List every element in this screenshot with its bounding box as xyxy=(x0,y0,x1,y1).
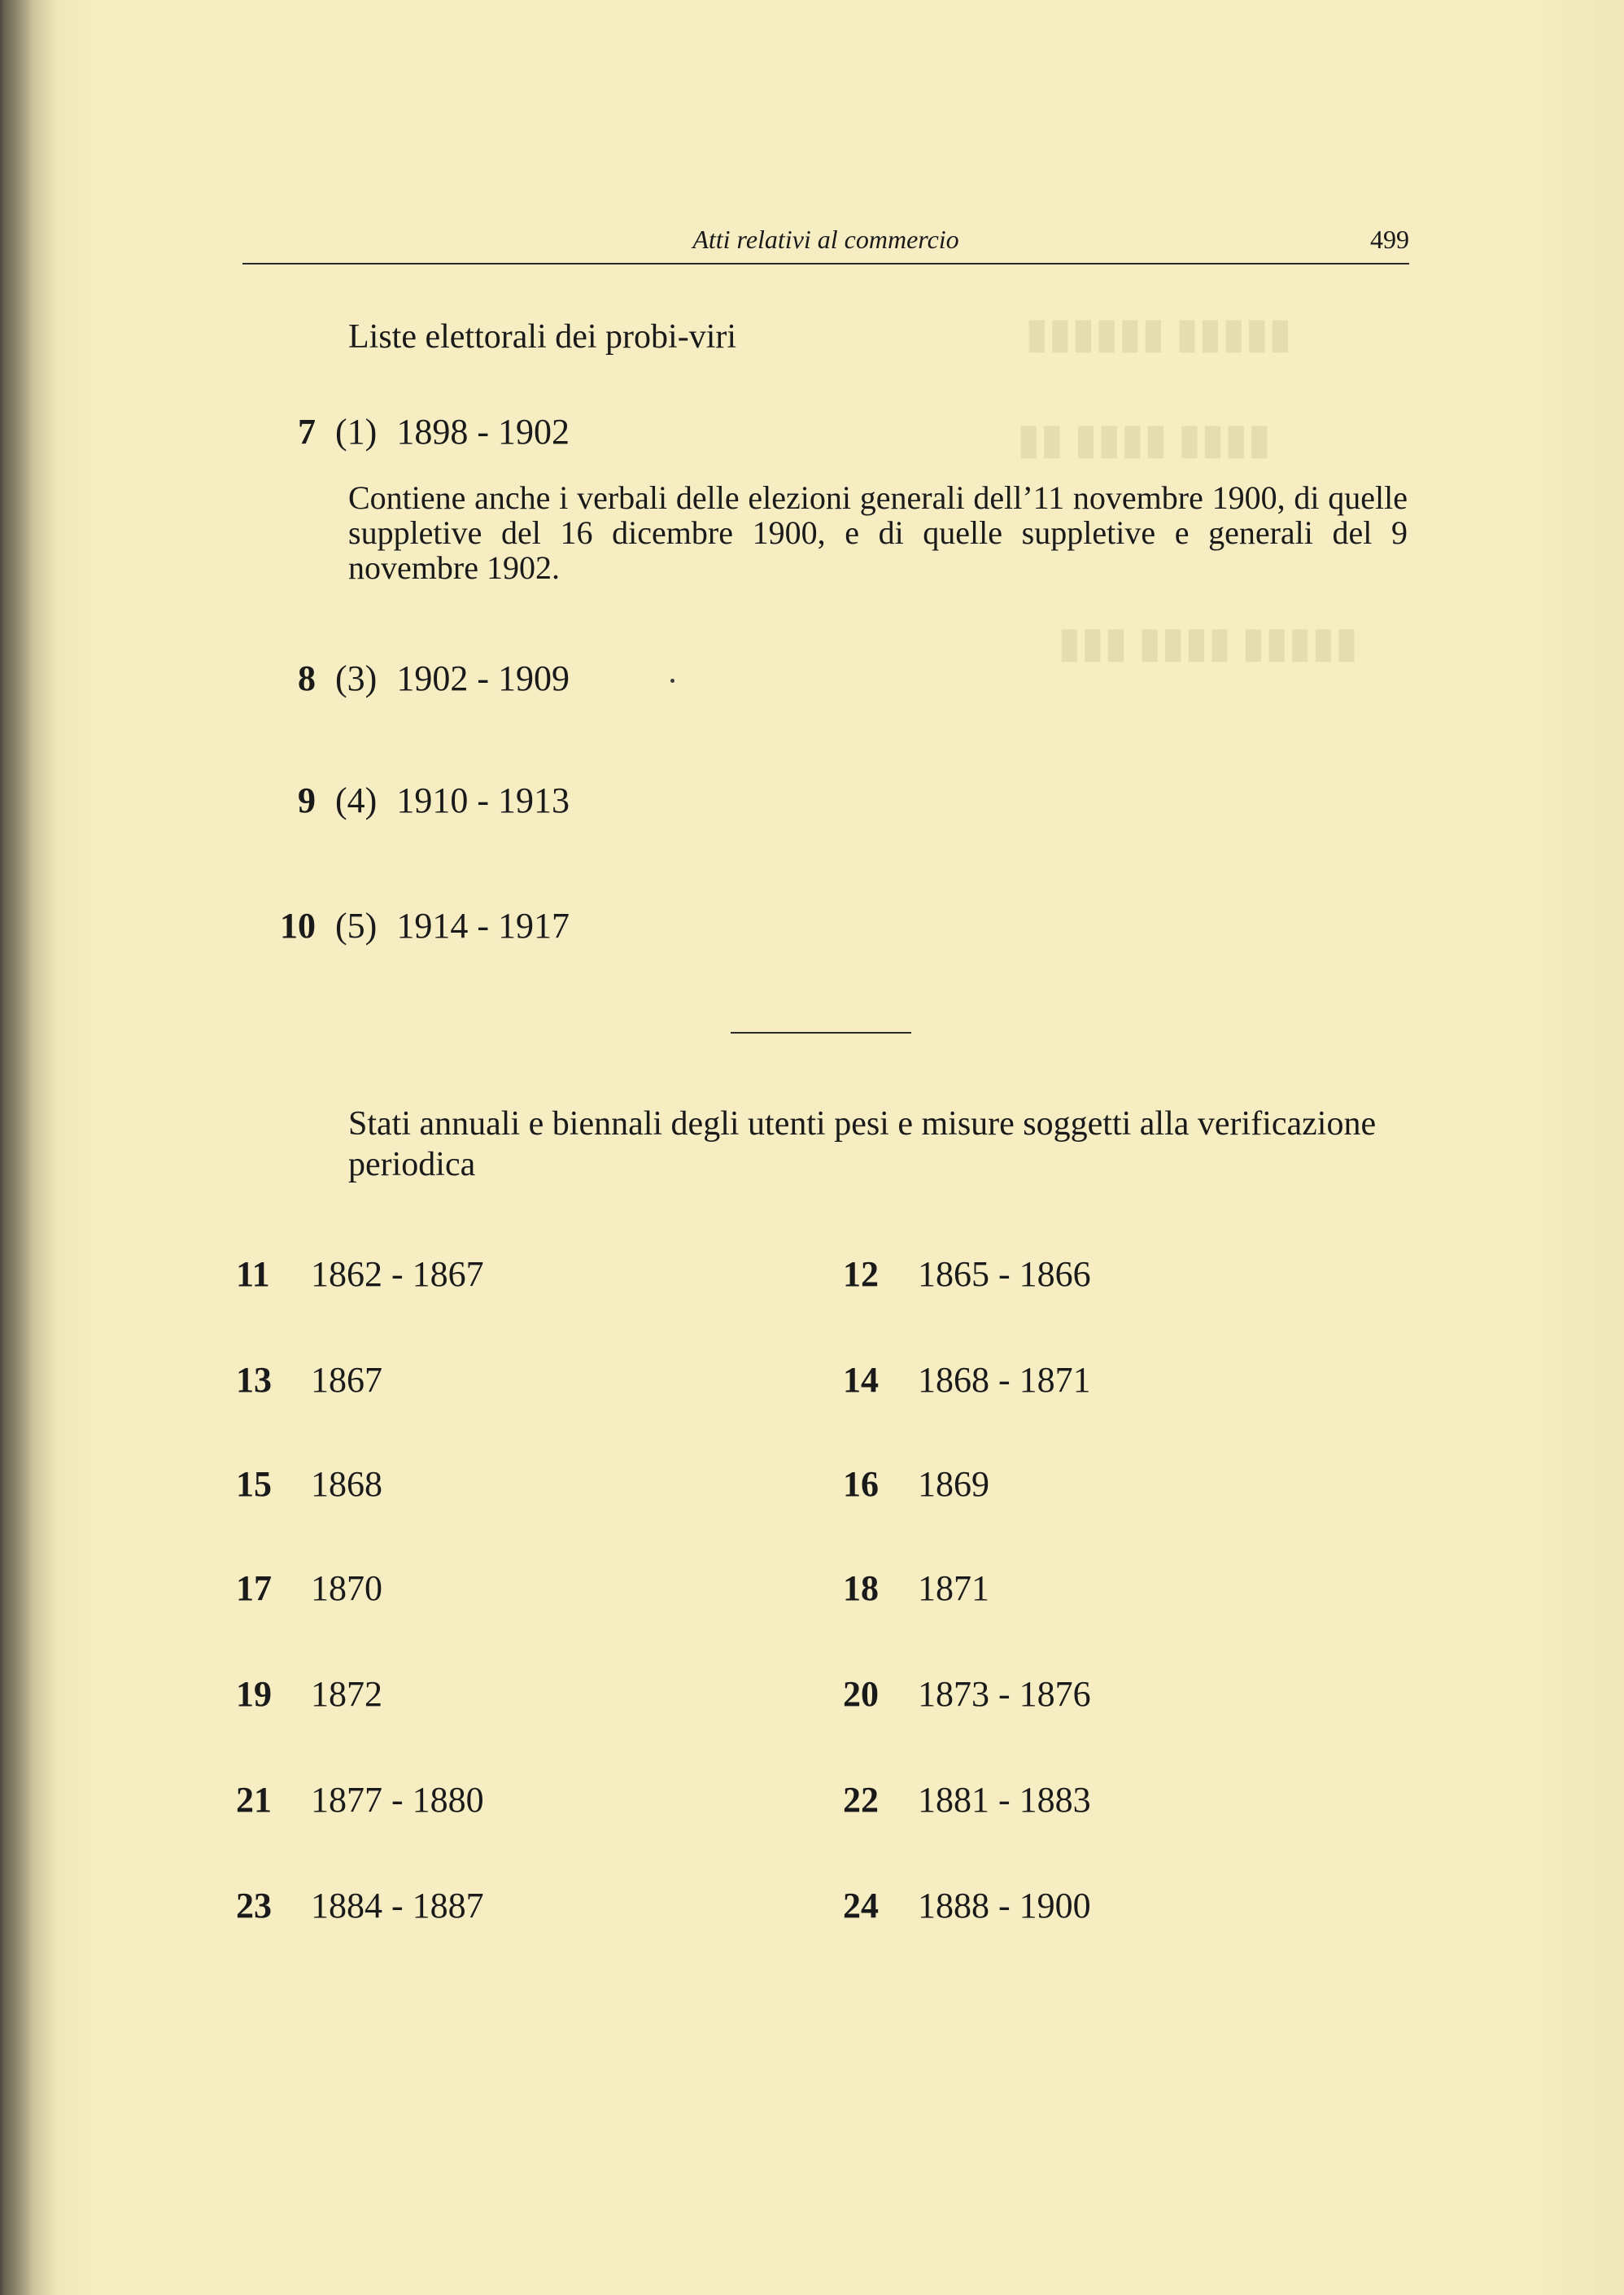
list-entry xyxy=(236,1779,484,1821)
entry-date-range: 1869 xyxy=(918,1464,989,1504)
list-entry xyxy=(236,1567,382,1609)
entry-number: 10 xyxy=(280,906,316,946)
entry-date-range: 1872 xyxy=(311,1674,382,1714)
entry-reference: (3) xyxy=(335,658,378,698)
list-entry xyxy=(236,1253,484,1295)
entry-number: 8 xyxy=(298,658,316,698)
section-title-probi-viri: Liste elettorali dei probi-viri xyxy=(348,318,737,356)
entry-number: 12 xyxy=(843,1254,879,1294)
entry-date-range: 1871 xyxy=(918,1568,989,1608)
entry-number: 23 xyxy=(236,1886,272,1926)
list-entry xyxy=(268,411,570,452)
list-entry xyxy=(843,1885,1091,1926)
entry-number: 11 xyxy=(236,1254,270,1294)
bleed-through-ghost: ▮▮▮▮▮ ▮▮▮▮▮▮ xyxy=(1025,311,1292,357)
entry-date-range: 1898 - 1902 xyxy=(396,412,570,452)
page-number: 499 xyxy=(1370,225,1409,254)
bleed-through-ghost: ▮▮▮▮▮ ▮▮▮▮ ▮▮▮ xyxy=(1058,620,1359,667)
list-entry xyxy=(236,1359,382,1401)
entry-reference: (5) xyxy=(335,906,378,946)
entry-number: 14 xyxy=(843,1360,879,1400)
running-header xyxy=(242,220,1409,265)
entry-date-range: 1862 - 1867 xyxy=(311,1254,484,1294)
list-entry xyxy=(843,1463,989,1505)
entry-number: 22 xyxy=(843,1780,879,1820)
entry-reference: (1) xyxy=(335,412,378,452)
entry-date-range: 1881 - 1883 xyxy=(918,1780,1091,1820)
section-divider xyxy=(731,1032,911,1034)
entry-number: 20 xyxy=(843,1674,879,1714)
entry-date-range: 1870 xyxy=(311,1568,382,1608)
list-entry xyxy=(236,1673,382,1715)
entry-number: 7 xyxy=(298,412,316,452)
list-entry xyxy=(268,780,570,821)
list-entry xyxy=(236,1885,484,1926)
entry-date-range: 1867 xyxy=(311,1360,382,1400)
entry-date-range: 1868 - 1871 xyxy=(918,1360,1091,1400)
bleed-through-ghost: ▮▮▮▮ ▮▮▮▮ ▮▮ xyxy=(1017,417,1272,463)
entry-number: 13 xyxy=(236,1360,272,1400)
list-entry xyxy=(268,905,570,946)
entry-number: 9 xyxy=(298,780,316,820)
entry-note: Contiene anche i verbali delle elezioni generali dell’11 novembre 1900, di quelle suppletive del 16 dicembre 1900, e di quelle suppletive e generali del 9 novembre 1902. xyxy=(348,479,1408,586)
list-entry xyxy=(268,658,570,699)
entry-date-range: 1902 - 1909 xyxy=(396,658,570,698)
entry-number: 24 xyxy=(843,1886,879,1926)
book-spine-shadow xyxy=(0,0,57,2295)
entry-date-range: 1865 - 1866 xyxy=(918,1254,1091,1294)
list-entry xyxy=(843,1673,1091,1715)
entry-number: 17 xyxy=(236,1568,272,1608)
list-entry xyxy=(843,1567,989,1609)
entry-date-range: 1877 - 1880 xyxy=(311,1780,484,1820)
entry-date-range: 1888 - 1900 xyxy=(918,1886,1091,1926)
stray-mark xyxy=(670,679,674,683)
entry-date-range: 1873 - 1876 xyxy=(918,1674,1091,1714)
entry-reference: (4) xyxy=(335,780,378,820)
section-title-pesi-misure: Stati annuali e biennali degli utenti pesi e misure soggetti alla verificazione periodica xyxy=(348,1105,1377,1183)
entry-number: 18 xyxy=(843,1568,879,1608)
running-header-title: Atti relativi al commercio xyxy=(692,225,959,254)
entry-number: 16 xyxy=(843,1464,879,1504)
entry-number: 21 xyxy=(236,1780,272,1820)
entry-date-range: 1884 - 1887 xyxy=(311,1886,484,1926)
list-entry xyxy=(843,1253,1091,1295)
entry-date-range: 1868 xyxy=(311,1464,382,1504)
list-entry xyxy=(843,1779,1091,1821)
entry-number: 19 xyxy=(236,1674,272,1714)
list-entry xyxy=(236,1463,382,1505)
entry-date-range: 1914 - 1917 xyxy=(396,906,570,946)
entry-number: 15 xyxy=(236,1464,272,1504)
entry-date-range: 1910 - 1913 xyxy=(396,780,570,820)
header-rule xyxy=(242,263,1409,264)
list-entry xyxy=(843,1359,1091,1401)
